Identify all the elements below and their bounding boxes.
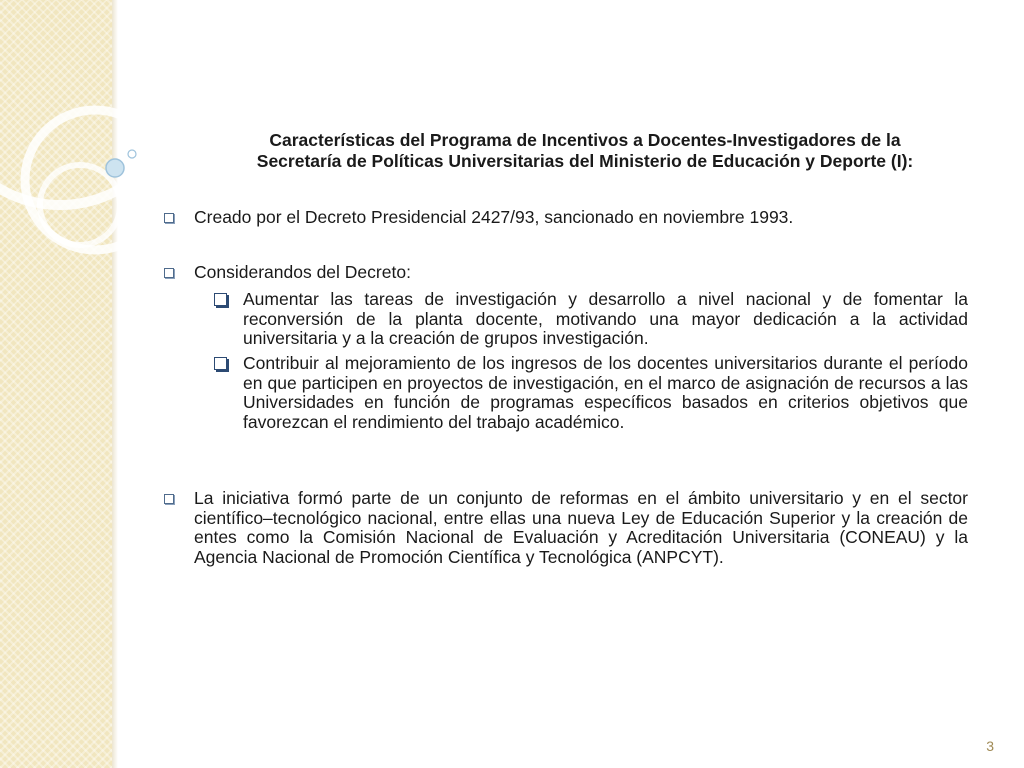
bullet-text: Considerandos del Decreto: — [194, 262, 411, 282]
title-line-2: Secretaría de Políticas Universitarias del Ministerio de Educación y Deporte (I): — [256, 151, 914, 171]
title-line-1: Características del Programa de Incentivos a Docentes-Investigadores de la — [269, 130, 901, 150]
decorative-circles-graphic — [0, 0, 170, 300]
square-bullet-icon — [164, 213, 174, 223]
bullet-item — [194, 208, 968, 228]
checkbox-bullet-icon — [214, 293, 227, 306]
sub-bullet-item — [243, 354, 968, 432]
square-bullet-icon — [164, 268, 174, 278]
bullet-item — [194, 263, 968, 283]
sub-bullet-text: Aumentar las tareas de investigación y desarrollo a nivel nacional y de fomentar la reconversión de la planta docente, motivando una mayor dedicación a la actividad universitaria y a la creación de grupos investigación. — [243, 289, 968, 348]
checkbox-bullet-icon — [214, 357, 227, 370]
page-number: 3 — [986, 738, 994, 754]
square-bullet-icon — [164, 494, 174, 504]
blue-dot — [106, 159, 124, 177]
bullet-text: Creado por el Decreto Presidencial 2427/93, sancionado en noviembre 1993. — [194, 207, 794, 227]
sub-bullet-text: Contribuir al mejoramiento de los ingresos de los docentes universitarios durante el período en que participen en proyectos de investigación, en el marco de asignación de recursos a las Universidades en función de programas específicos basados en criterios objetivos que favorezcan el rendimiento del trabajo académico. — [243, 353, 968, 432]
slide-title — [150, 130, 1020, 172]
sub-bullet-item — [243, 290, 968, 349]
bullet-item — [194, 489, 968, 567]
tiny-dot — [128, 150, 136, 158]
bullet-text: La iniciativa formó parte de un conjunto de reformas en el ámbito universitario y en el sector científico–tecnológico nacional, entre ellas una nueva Ley de Educación Superior y la creación de entes como la Comisión Nacional de Evaluación y Acreditación Universitaria (CONEAU) y la Agencia Nacional de Promoción Científica y Tecnológica (ANPCYT). — [194, 488, 968, 567]
